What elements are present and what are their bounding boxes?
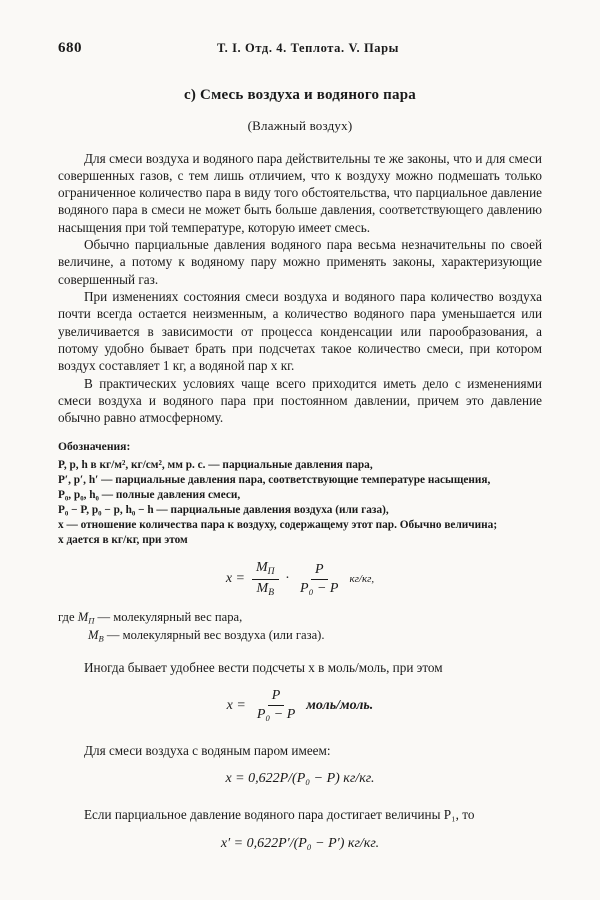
formula2-lhs: x = [226, 697, 246, 713]
where-prefix: где [58, 609, 78, 624]
page-number: 680 [58, 40, 82, 56]
formula1-p-num: P [311, 562, 328, 580]
section-title: c) Смесь воздуха и водяного пара [184, 87, 416, 103]
paragraph-1: Для смеси воздуха и водяного пара действительны те же законы, что и для смеси совершенных газов, с тем лишь отличием, что к воздуху можно подмешать только ограниченное количество пара в виду того обстоятельства, что парциальное давление водяного пара в смеси не может быть больше давления, соответствующего давлению насыщения при той температуре, которую имеет смесь. [58, 151, 542, 235]
notation-line: x — отношение количества пара к воздуху, содержащему этот пар. Обычно величина; [58, 519, 498, 532]
notation-line: P′, p′, h′ — парциальные давления пара, соответствующие температуре насыщения, [58, 474, 491, 487]
running-head [58, 40, 542, 57]
where-symbol-1-sub: П [88, 615, 95, 626]
formula-x-prime: x′ = 0,622P′/(P₀ − P′) кг/кг. [220, 835, 380, 851]
notation-line: x дается в кг/кг, при этом [58, 534, 188, 547]
formula1-p-den: P₀ − P [300, 580, 339, 596]
paragraph-mixture: Для смеси воздуха с водяным паром имеем: [84, 743, 331, 759]
formula1-num-sub: П [267, 566, 275, 577]
where-symbol-2-sub: В [98, 633, 104, 644]
formula-x-mol-ratio [58, 688, 542, 723]
formula2-units: моль/моль. [306, 697, 374, 713]
formula1-den-sub: В [268, 587, 275, 598]
paragraph-mol: Иногда бывает удобнее вести подсчеты x в моль/моль, при этом [84, 659, 443, 675]
notation-line: P₀, p₀, h₀ — полные давления смеси, [58, 489, 241, 502]
formula1-dot: · [285, 571, 290, 587]
formula2-fraction [253, 688, 299, 723]
where-text-1: — молекулярный вес пара, [97, 609, 243, 624]
notation-line: P₀ − P, p₀ − p, h₀ − h — парциальные давления воздуха (или газа), [58, 504, 389, 517]
where-symbol-2: M [88, 627, 99, 642]
formula-x-0622: x = 0,622P/(P₀ − P) кг/кг. [225, 771, 375, 787]
paragraph-3: При изменениях состояния смеси воздуха и водяного пара количество воздуха почти всегда остается неизменным, а количество водяного пара уменьшается или увеличивается в зависимости от процесса конденсации или парообразования, а потому удобно бывает брать при подсчетах такое количество смеси, при котором воздух составляет 1 кг, а водяной пар x кг. [58, 289, 542, 373]
running-head-title: Т. I. Отд. 4. Теплота. V. Пары [216, 41, 400, 55]
paragraph-reach: Если парциальное давление водяного пара достигает величины P₁, то [84, 807, 475, 823]
formula1-lhs: x = [225, 571, 245, 587]
formula1-fraction-molecular-weights [252, 560, 279, 599]
formula-x-mass-ratio [58, 560, 542, 599]
section-subtitle: (Влажный воздух) [247, 118, 353, 133]
formula2-num: P [268, 688, 285, 706]
formula1-num: M [256, 560, 268, 576]
paragraph-4: В практических условиях чаще всего приходится иметь дело с изменениями смеси воздуха и водяного пара при постоянном давлении, причем это давление обычно равно атмосферному. [58, 375, 542, 425]
where-symbol-1: M [77, 609, 89, 624]
notation-line: P, p, h в кг/м², кг/см², мм р. с. — парциальные давления пара, [58, 459, 373, 471]
formula1-den: M [256, 580, 269, 596]
notations-list [58, 458, 542, 548]
formula1-fraction-pressures [296, 562, 342, 597]
where-text-2: — молекулярный вес воздуха (или газа). [106, 627, 325, 642]
paragraph-2: Обычно парциальные давления водяного пара весьма незначительны по своей величине, а потому к водяному пару можно применять законы, характеризующие совершенный газ. [58, 237, 542, 287]
where-line-1 [58, 609, 542, 627]
formula1-units: кг/кг, [349, 573, 375, 586]
where-block [58, 609, 542, 645]
notations-label: Обозначения: [58, 440, 131, 453]
formula2-den: P₀ − P [256, 707, 296, 723]
where-line-2 [58, 627, 542, 645]
